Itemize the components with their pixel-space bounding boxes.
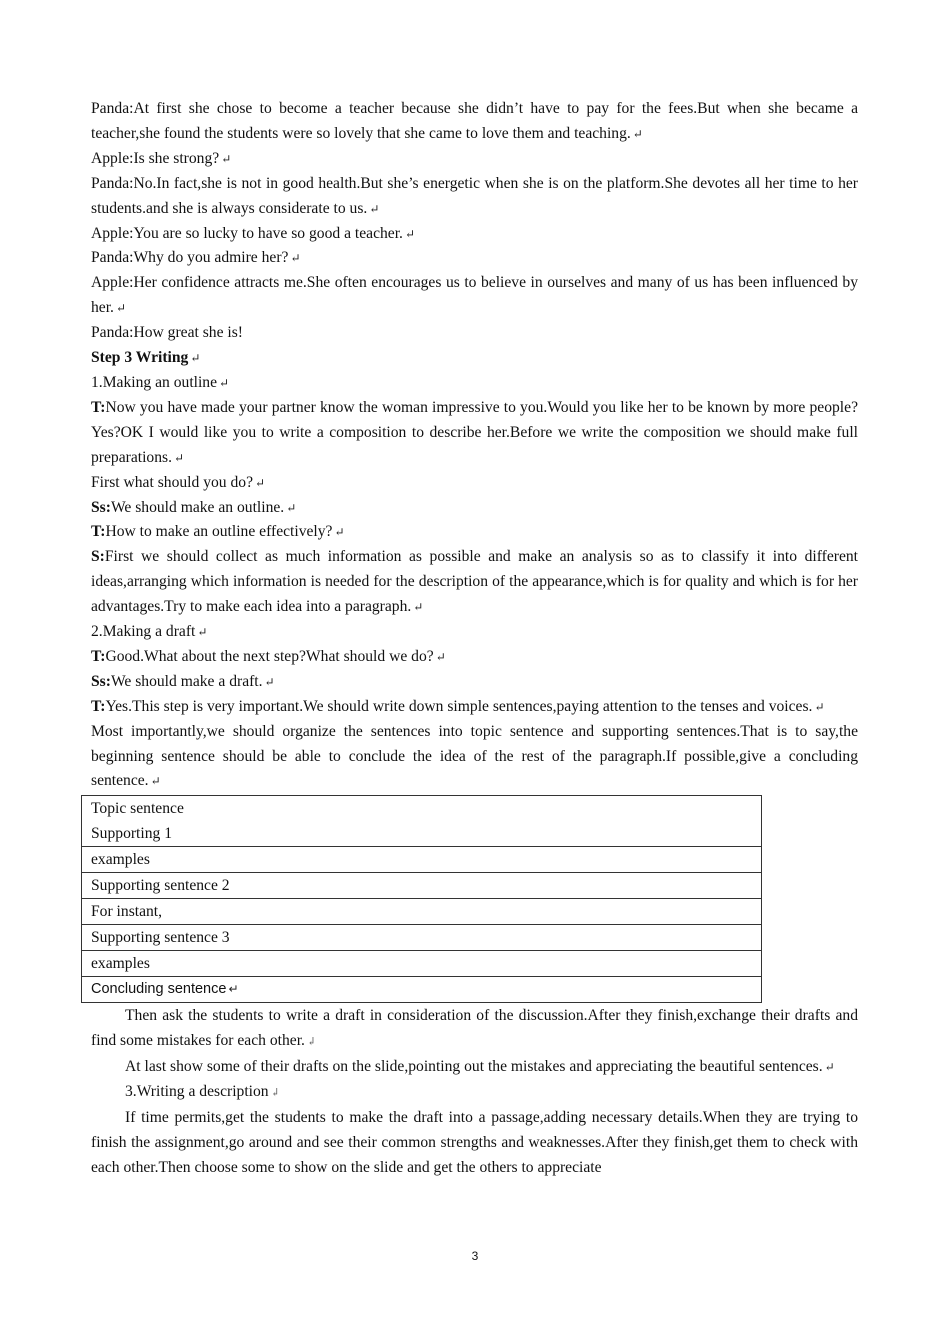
paragraph — [91, 645, 858, 670]
paragraph — [91, 396, 858, 471]
table-row — [82, 925, 762, 951]
table-cell: For instant, — [82, 899, 762, 925]
paragraph — [91, 620, 858, 645]
paragraph — [91, 346, 858, 371]
instructions-section — [91, 1004, 858, 1180]
speaker-label: T: — [91, 647, 106, 665]
table-cell: examples — [82, 847, 762, 873]
paragraph-text: Apple:Her confidence attracts me.She often encourages us to believe in ourselves and many of us has been influenced by her. ↵ — [91, 274, 858, 316]
paragraph-text: Panda:Why do you admire her? ↵ — [91, 249, 301, 266]
document-body — [91, 97, 858, 1181]
page-number: 3 — [471, 1249, 479, 1263]
table-row — [82, 873, 762, 899]
table-row — [82, 899, 762, 925]
outline-table — [81, 795, 762, 1003]
dialogue-section — [91, 97, 858, 794]
speaker-label: Ss: — [91, 672, 111, 690]
paragraph-text: Apple:Is she strong? ↵ — [91, 150, 231, 167]
paragraph-text: How to make an outline effectively? ↵ — [105, 523, 344, 540]
paragraph-text: Good.What about the next step?What should we do? ↵ — [105, 648, 445, 665]
paragraph — [91, 720, 858, 795]
paragraph — [91, 222, 858, 247]
speaker-label: Step 3 Writing — [91, 349, 189, 367]
paragraph — [91, 695, 858, 720]
paragraph-text — [188, 349, 200, 366]
paragraph — [91, 321, 858, 346]
paragraph-text: We should make a draft. ↵ — [111, 673, 275, 690]
paragraph-text: If time permits,get the students to make the draft into a passage,adding necessary details.When they are trying to finish the assignment,go around and see their common strengths and weaknesses.After they finish,get them to check with each other.Then choose some to show on the slide and get the others to appreciate — [91, 1109, 858, 1176]
paragraph-text: Panda:No.In fact,she is not in good health.But she’s energetic when she is on the platform.She devotes all her time to her students.and she is always considerate to us. ↵ — [91, 175, 858, 217]
paragraph-text: At last show some of their drafts on the slide,pointing out the mistakes and appreciating the beautiful sentences. ↵ — [125, 1058, 835, 1075]
paragraph-text: Now you have made your partner know the woman impressive to you.Would you like her to be known by more people?Yes?OK I would like you to write a composition to describe her.Before we write the composition we should make full preparations. ↵ — [91, 399, 858, 466]
table-row — [82, 951, 762, 977]
paragraph-text: First we should collect as much information as possible and make an analysis so as to classify it into different ideas,arranging which information is needed for the description of the appearance,which is for quality and which is for her advantages.Try to make each idea into a paragraph. ↵ — [91, 548, 858, 615]
paragraph-text: Apple:You are so lucky to have so good a teacher. ↵ — [91, 225, 415, 242]
paragraph — [91, 97, 858, 147]
table-cell-supporting-1: Supporting 1 — [91, 825, 173, 843]
paragraph-text: First what should you do? ↵ — [91, 474, 265, 491]
table-cell-concluding: Concluding sentence ↵ — [91, 981, 239, 997]
speaker-label: T: — [91, 398, 106, 416]
paragraph — [91, 271, 858, 321]
paragraph — [91, 545, 858, 620]
paragraph — [91, 1055, 858, 1080]
paragraph — [91, 1004, 858, 1055]
paragraph — [91, 147, 858, 172]
paragraph — [91, 1106, 858, 1181]
paragraph — [91, 496, 858, 521]
paragraph-text: 3.Writing a description ↲ — [125, 1083, 280, 1100]
speaker-label: Ss: — [91, 498, 111, 516]
paragraph-text: Panda:How great she is! — [91, 324, 244, 342]
paragraph — [91, 471, 858, 496]
paragraph — [91, 371, 858, 396]
speaker-label: S: — [91, 548, 105, 566]
table-row — [82, 796, 762, 847]
paragraph — [91, 520, 858, 545]
paragraph-text: We should make an outline. ↵ — [111, 499, 296, 516]
table-cell: Supporting sentence 2 — [82, 873, 762, 899]
paragraph-text: 2.Making a draft ↵ — [91, 623, 207, 640]
paragraph — [91, 1080, 858, 1106]
paragraph-text: Then ask the students to write a draft in consideration of the discussion.After they finish,exchange their drafts and find some mistakes for each other. ↲ — [91, 1007, 858, 1049]
table-row — [82, 847, 762, 873]
paragraph — [91, 670, 858, 695]
paragraph-text: 1.Making an outline ↵ — [91, 374, 229, 391]
table-cell: Supporting sentence 3 — [82, 925, 762, 951]
speaker-label: T: — [91, 523, 106, 541]
paragraph — [91, 246, 858, 271]
speaker-label: T: — [91, 697, 106, 715]
table-row — [82, 977, 762, 1003]
table-cell-topic: Topic sentence — [91, 800, 184, 818]
paragraph-text: Yes.This step is very important.We should write down simple sentences,paying attention to the tenses and voices. ↵ — [105, 698, 824, 715]
table-cell: examples — [82, 951, 762, 977]
paragraph-text: Most importantly,we should organize the sentences into topic sentence and supporting sentences.That is to say,the beginning sentence should be able to conclude the idea of the rest of the paragraph.If possible,give a concluding sentence. ↵ — [91, 723, 858, 790]
paragraph-text: Panda:At first she chose to become a teacher because she didn’t have to pay for the fees.But when she became a teacher,she found the students were so lovely that she came to love them and teaching. ↵ — [91, 100, 858, 142]
paragraph — [91, 172, 858, 222]
